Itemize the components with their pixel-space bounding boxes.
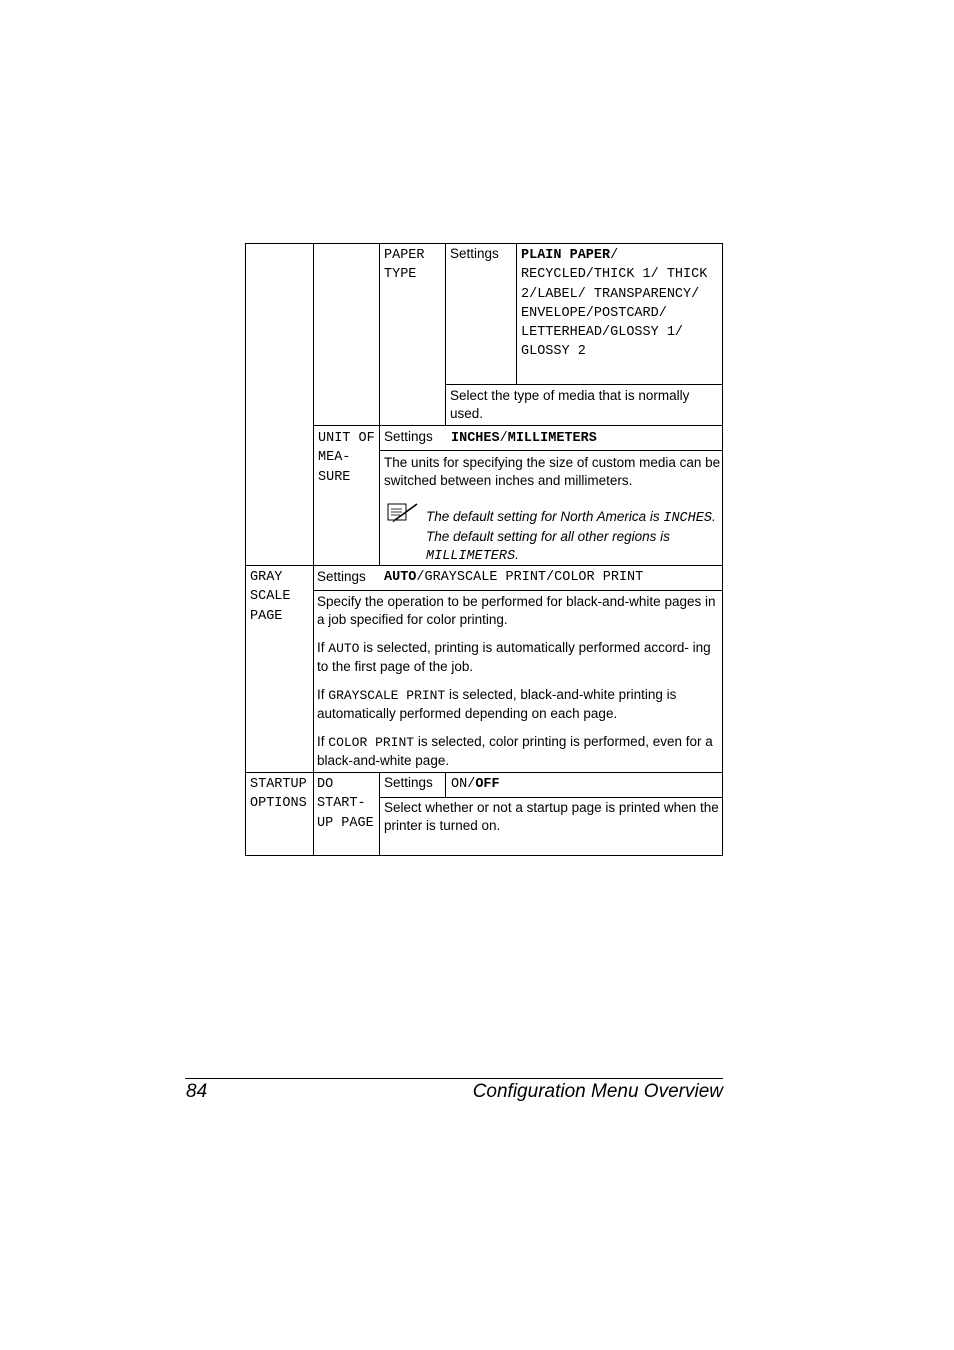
gray-options xyxy=(384,568,643,587)
gray-scale-page-name: GRAY SCALE PAGE xyxy=(250,570,291,624)
unit-of-measure-name: UNIT OF MEA- SURE xyxy=(318,431,375,485)
table-border-right xyxy=(722,243,723,856)
note-text: The default setting for North America is xyxy=(426,509,664,524)
gray-other-options: /GRAYSCALE PRINT/COLOR PRINT xyxy=(416,570,644,585)
note-text: . The default setting for all other regions is xyxy=(426,509,716,545)
footer-rule xyxy=(185,1078,723,1079)
page-title: Configuration Menu Overview xyxy=(472,1081,723,1102)
note-text: . xyxy=(515,547,519,563)
menu-table xyxy=(245,243,723,856)
row-divider xyxy=(379,797,723,798)
paper-type-settings-label: Settings xyxy=(450,246,499,261)
gray-settings-label: Settings xyxy=(317,569,366,584)
row-divider xyxy=(313,425,723,426)
col-divider xyxy=(445,772,446,797)
startup-options xyxy=(451,775,500,794)
startup-option-off: OFF xyxy=(475,777,500,792)
row-divider xyxy=(245,772,723,773)
startup-separator: / xyxy=(467,777,476,792)
page-number: 84 xyxy=(186,1081,208,1102)
gray-grayscale-text: If GRAYSCALE PRINT is selected, black-and-white printing is automatically performed depending on each page. xyxy=(317,686,677,721)
gray-auto-text: If AUTO is selected, printing is automatically performed accord- ing to the first page of the job. xyxy=(317,639,711,674)
gray-default-option: AUTO xyxy=(384,570,417,585)
startup-page-name: DO START- UP PAGE xyxy=(317,777,374,831)
unit-option-inches: INCHES xyxy=(451,431,500,446)
col-divider xyxy=(313,243,314,856)
unit-options xyxy=(451,429,597,448)
paper-type-other-options: / RECYCLED/THICK 1/ THICK 2/LABEL/ TRANSPARENCY/ ENVELOPE/POSTCARD/ LETTERHEAD/GLOSSY 1/ GLOSSY 2 xyxy=(521,248,708,360)
paper-type-name: PAPER TYPE xyxy=(384,248,425,283)
col-divider xyxy=(445,243,446,425)
col-divider xyxy=(379,772,380,856)
paper-type-default-option: PLAIN PAPER xyxy=(521,248,611,263)
unit-option-millimeters: MILLIMETERS xyxy=(507,431,597,446)
note-code-millimeters: MILLIMETERS xyxy=(426,549,516,565)
row-divider xyxy=(445,384,723,385)
startup-description: Select whether or not a startup page is printed when the printer is turned on. xyxy=(384,800,719,833)
startup-options-name: STARTUP OPTIONS xyxy=(250,777,307,812)
startup-settings-label: Settings xyxy=(384,775,433,790)
table-border-top xyxy=(245,243,723,244)
paper-type-options xyxy=(521,246,721,362)
table-border-bottom xyxy=(245,855,723,856)
unit-note xyxy=(426,508,716,566)
unit-settings-label: Settings xyxy=(384,429,433,444)
gray-description xyxy=(317,593,721,770)
row-divider xyxy=(313,590,723,591)
gray-description-text: Specify the operation to be performed for black-and-white pages in a job specified for color printing. xyxy=(317,594,716,627)
col-divider xyxy=(379,243,380,565)
note-icon xyxy=(387,501,419,528)
note-code-inches: INCHES xyxy=(663,511,712,526)
gray-color-text: If COLOR PRINT is selected, color printing is performed, even for a black-and-white page. xyxy=(317,733,713,769)
unit-description: The units for specifying the size of custom media can be switched between inches and millimeters. xyxy=(384,455,721,488)
col-divider xyxy=(516,243,517,384)
startup-option-on: ON xyxy=(451,777,468,792)
unit-separator: / xyxy=(499,431,508,446)
row-divider xyxy=(379,450,723,451)
paper-type-description: Select the type of media that is normally used. xyxy=(450,388,690,421)
table-border-left xyxy=(245,243,246,856)
